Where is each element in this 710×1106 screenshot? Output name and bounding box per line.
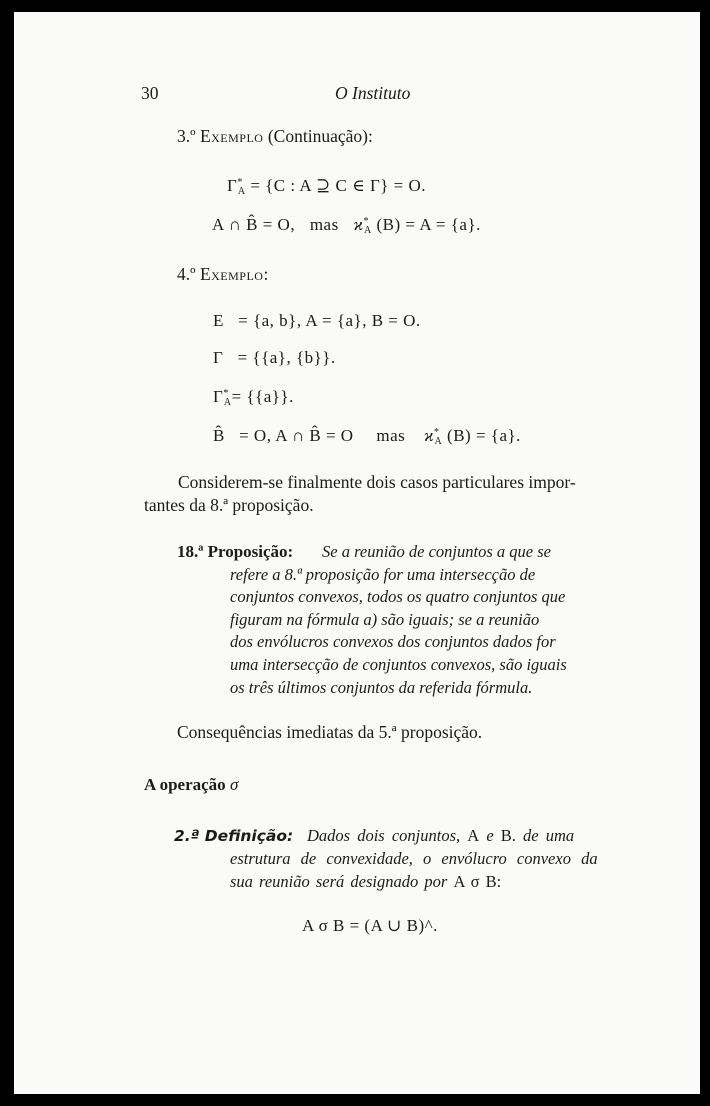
running-title: O Instituto: [335, 83, 411, 103]
proposition-line: refere a 8.ª proposição for uma intersecção de: [230, 564, 536, 584]
paragraph-consequences: Consequências imediatas da 5.ª proposição.: [177, 722, 483, 742]
example4-line-2: Γ = {{a}, {b}}.: [213, 348, 336, 367]
paragraph-particular-cases: [144, 471, 614, 517]
proposition-line: dos envólucros convexos dos conjuntos dados for: [230, 632, 556, 652]
page-number: 30: [141, 83, 159, 103]
proposition-line: conjuntos convexos, todos os quatro conjuntos que: [230, 587, 566, 607]
definition-formula: A σ B = (A ∪ B)^.: [302, 916, 438, 935]
example4-line-1: E = {a, b}, A = {a}, B = O.: [213, 311, 421, 330]
definition-line-1: Dados dois conjuntos, A e B. de uma: [307, 826, 575, 845]
paragraph-line-1: Considerem-se finalmente dois casos particulares impor-: [178, 472, 576, 492]
section-heading: A operação σ: [144, 775, 239, 794]
definition-line-3: sua reunião será designado por A σ B:: [230, 872, 502, 891]
definition-line-2: estrutura de convexidade, o envólucro convexo da: [230, 849, 598, 868]
example4-heading: 4.º Exemplo:: [177, 264, 269, 284]
proposition-line: figuram na fórmula a) são iguais; se a reunião: [230, 609, 540, 629]
book-page: [14, 12, 700, 1094]
proposition-line: Se a reunião de conjuntos a que se: [322, 542, 551, 561]
proposition-line: uma intersecção de conjuntos convexos, são iguais: [230, 654, 567, 674]
paragraph-line-2: tantes da 8.ª proposição.: [144, 495, 314, 515]
proposition-text: [230, 541, 628, 699]
proposition-line: os três últimos conjuntos da referida fórmula.: [230, 677, 533, 697]
example4-line-4: B̂ = O, A ∩ B̂ = O mas $ϰ^*_A$ (B) = {a}.: [213, 426, 521, 447]
example3-equation-1: $\Gamma^*_A = \{C$ : A ⊇ C ∈ Γ} = O.: [227, 176, 427, 197]
example4-line-3: $\Gamma^*_A= \{\{a\}\}$.: [213, 387, 294, 408]
example3-equation-2: A ∩ B̂ = O, mas $ϰ^*_A$ (B) = A = {a}.: [212, 215, 481, 236]
example3-heading: 3.º Exemplo (Continuação):: [177, 126, 373, 146]
proposition-label: 18.ª Proposição:: [177, 542, 294, 561]
definition-label: 2.ª Definição:: [174, 827, 294, 845]
